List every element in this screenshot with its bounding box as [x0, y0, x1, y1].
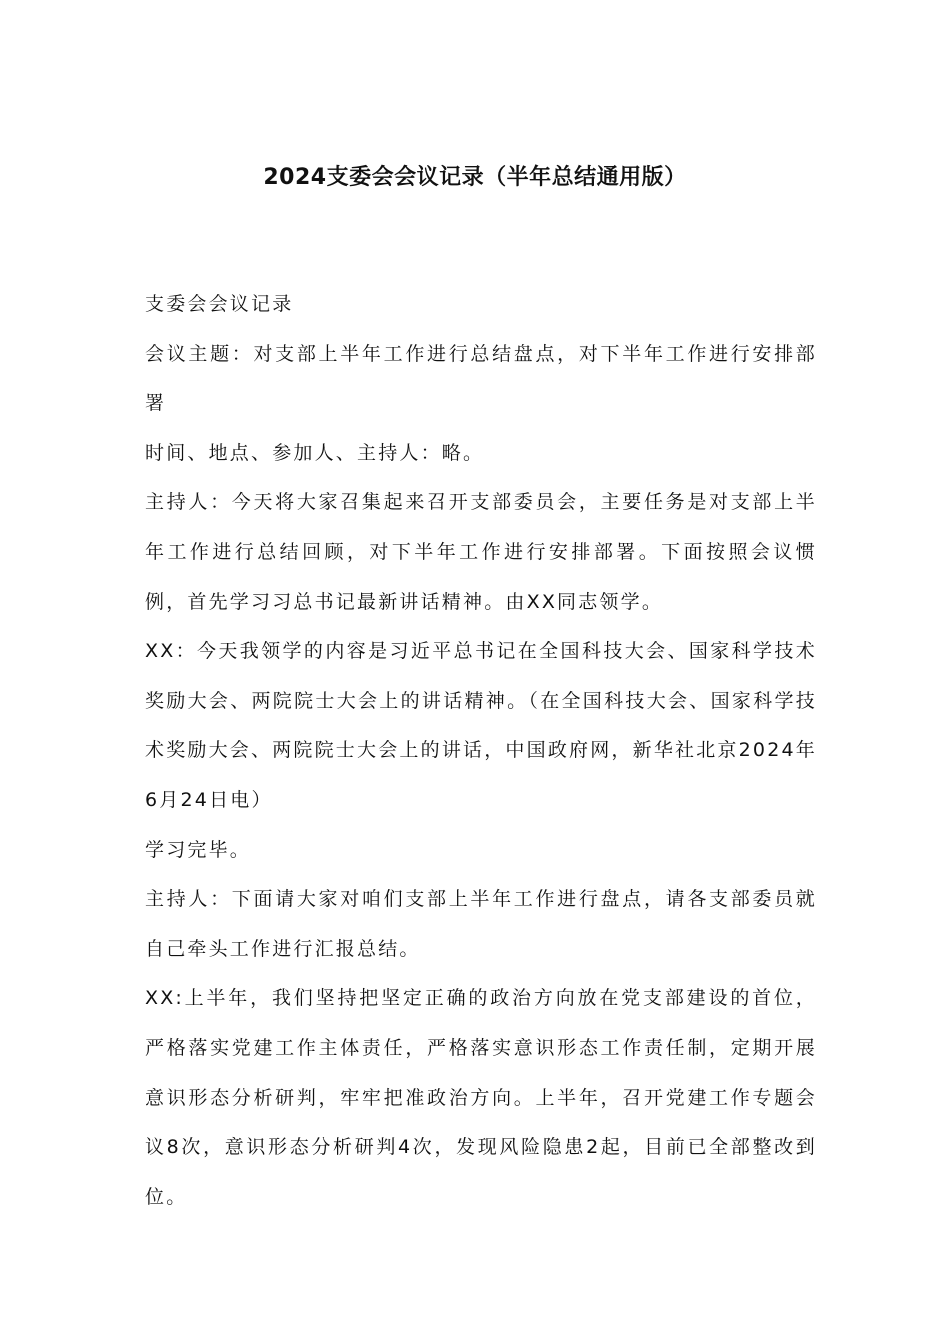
paragraph-study-complete: 学习完毕。	[145, 838, 252, 861]
paragraph-meeting-info: 时间、地点、参加人、主持人：略。	[145, 441, 485, 464]
document-body	[145, 280, 817, 1222]
paragraph-study-lead: XX：今天我领学的内容是习近平总书记在全国科技大会、国家科学技术奖励大会、两院院士大会上的讲话精神。（在全国科技大会、国家科学技术奖励大会、两院院士大会上的讲话，中国政府网，新华社北京2024年6月24日电）	[145, 640, 817, 811]
paragraph-work-report: XX:上半年，我们坚持把坚定正确的政治方向放在党支部建设的首位，严格落实党建工作主体责任，严格落实意识形态工作责任制，定期开展意识形态分析研判，牢牢把准政治方向。上半年，召开党建工作专题会议8次，意识形态分析研判4次，发现风险隐患2起，目前已全部整改到位。	[145, 987, 817, 1208]
document-title: 2024支委会会议记录（半年总结通用版）	[263, 165, 687, 190]
paragraph-meeting-topic: 会议主题：对支部上半年工作进行总结盘点，对下半年工作进行安排部署	[145, 342, 817, 415]
paragraph-record-heading: 支委会会议记录	[145, 293, 294, 315]
paragraph-host-opening: 主持人：今天将大家召集起来召开支部委员会，主要任务是对支部上半年工作进行总结回顾，对下半年工作进行安排部署。下面按照会议惯例，首先学习习总书记最新讲话精神。由XX同志领学。	[145, 491, 817, 613]
paragraph-host-request: 主持人：下面请大家对咱们支部上半年工作进行盘点，请各支部委员就自己牵头工作进行汇报总结。	[145, 888, 817, 960]
